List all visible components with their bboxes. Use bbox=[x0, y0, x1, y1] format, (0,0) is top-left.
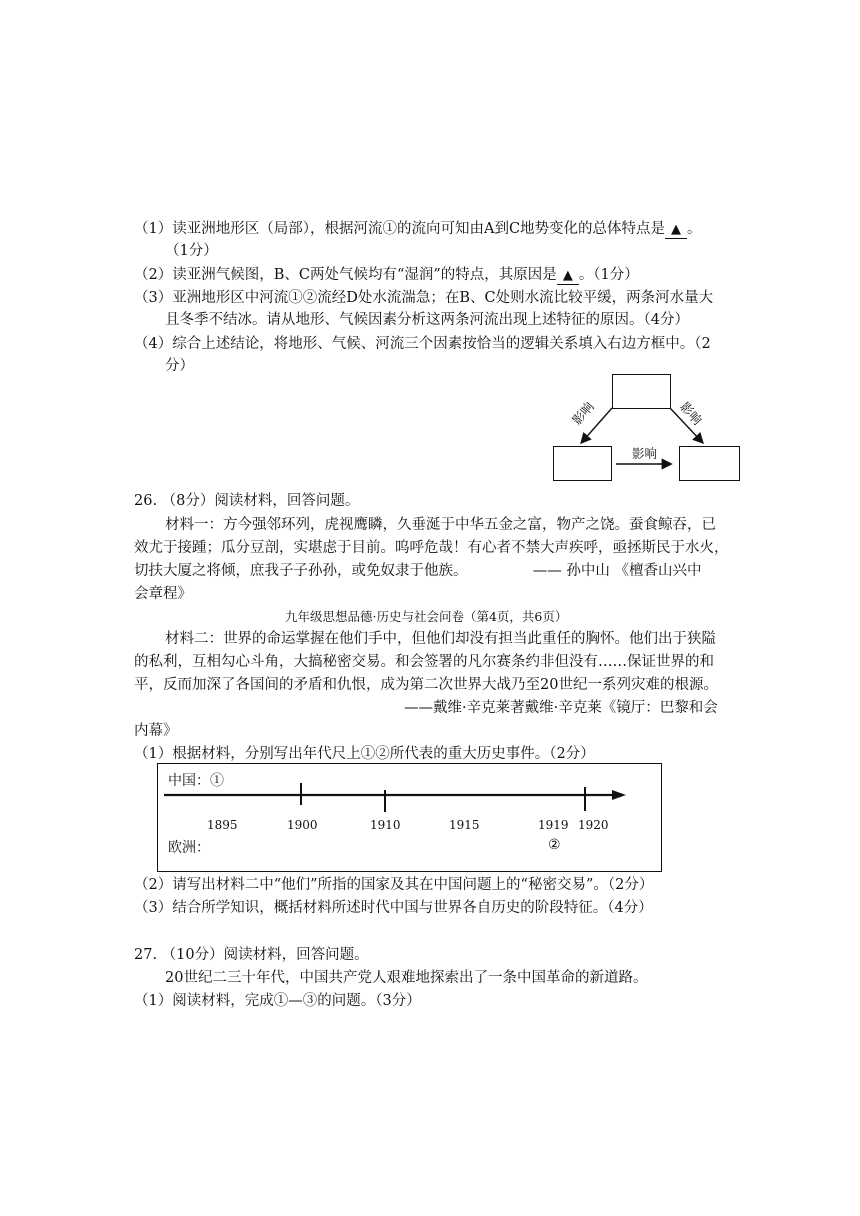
q26-subquestion-2: （2）请写出材料二中“他们”所指的国家及其在中国问题上的“秘密交易”。（2分） bbox=[134, 877, 654, 893]
q26-material1-line2: 效尤于接踵；瓜分豆剖，实堪虑于目前。呜呼危哉！有心者不禁大声疾呼，亟拯斯民于水火， bbox=[134, 540, 729, 556]
q25-part1-score: （1分） bbox=[165, 243, 218, 259]
q26-subquestion-1: （1）根据材料，分别写出年代尺上①②所代表的重大历史事件。（2分） bbox=[134, 746, 595, 762]
q26-material2-line1: 材料二：世界的命运掌握在他们手中，但他们却没有担当此重任的胸怀。他们出于狭隘 bbox=[165, 631, 716, 647]
timeline-year-1900: 1900 bbox=[287, 818, 318, 832]
q26-material1-line1: 材料一：方今强邻环列，虎视鹰瞵，久垂涎于中华五金之富，物产之饶。蚕食鲸吞，已 bbox=[165, 517, 716, 533]
q26-material2-source: ——戴维·辛克莱著戴维·辛克莱《镜厅：巴黎和会 bbox=[404, 700, 718, 716]
answer-blank-triangle: ▲ bbox=[665, 222, 687, 239]
timeline-year-1895: 1895 bbox=[207, 818, 238, 832]
timeline-china-label: 中国：① bbox=[168, 773, 224, 789]
timeline-europe-marker: ② bbox=[548, 837, 561, 853]
timeline-tick-1910 bbox=[384, 790, 386, 812]
timeline-year-1915: 1915 bbox=[449, 818, 480, 832]
timeline-axis bbox=[160, 786, 640, 806]
q26-title: 26. （8分）阅读材料，回答问题。 bbox=[134, 493, 360, 509]
q26-material1-line4: 会章程》 bbox=[134, 586, 192, 602]
timeline-year-1910: 1910 bbox=[370, 818, 401, 832]
q25-part2: （2）读亚洲气候图，B、C两处气候均有“湿润”的特点，其原因是 ▲ 。（1分） bbox=[134, 267, 639, 283]
q26-material2-line3: 平，反而加深了各国间的矛盾和仇恨，成为第二次世界大战乃至20世纪一系列灾难的根源。 bbox=[134, 677, 718, 693]
timeline-tick-1900 bbox=[300, 783, 302, 805]
q26-material2-line2: 的私利，互相勾心斗角，大搞秘密交易。和会签署的凡尔赛条约非但没有……保证世界的和 bbox=[134, 654, 714, 670]
q27-intro: 20世纪二三十年代，中国共产党人艰难地探索出了一条中国革命的新道路。 bbox=[165, 970, 648, 986]
answer-blank-triangle: ▲ bbox=[557, 268, 579, 285]
page-footer: 九年级思想品德·历史与社会问卷（第4页，共6页） bbox=[285, 609, 568, 624]
q27-title: 27. （10分）阅读材料，回答问题。 bbox=[134, 947, 369, 963]
q26-material1-line3: 切扶大厦之将倾，庶我子子孙孙，或免奴隶于他族。 —— 孙中山 《檀香山兴中 bbox=[134, 563, 702, 579]
q25-part1-line1: （1）读亚洲地形区（局部），根据河流①的流向可知由A到C地势变化的总体特点是 ▲ 。 bbox=[134, 221, 702, 237]
timeline-europe-label: 欧洲： bbox=[168, 840, 210, 856]
q25-part3-line2: 且冬季不结冰。请从地形、气候因素分析这两条河流出现上述特征的原因。（4分） bbox=[165, 312, 689, 328]
timeline-year-1919: 1919 bbox=[538, 818, 569, 832]
diagram-arrow-label-left: 影响 bbox=[569, 398, 597, 428]
q25-part3-line1: （3）亚洲地形区中河流①②流经D处水流湍急；在B、C处则水流比较平缓，两条河水量大 bbox=[134, 290, 714, 306]
q26-material2-source-cont: 内幕》 bbox=[134, 723, 178, 739]
q25-part4-line2: 分） bbox=[165, 358, 194, 374]
q25-part4-line1: （4）综合上述结论，将地形、气候、河流三个因素按恰当的逻辑关系填入右边方框中。（2 bbox=[134, 336, 711, 352]
diagram-arrows bbox=[540, 370, 760, 490]
diagram-arrow-label-right: 影响 bbox=[677, 399, 706, 428]
q27-subquestion-1: （1）阅读材料，完成①—③的问题。（3分） bbox=[134, 993, 421, 1009]
timeline-tick-1920 bbox=[584, 787, 586, 811]
diagram-arrow-label-bottom: 影响 bbox=[632, 446, 658, 461]
q26-subquestion-3: （3）结合所学知识，概括材料所述时代中国与世界各自历史的阶段特征。（4分） bbox=[134, 900, 653, 916]
timeline-year-1920: 1920 bbox=[578, 818, 609, 832]
